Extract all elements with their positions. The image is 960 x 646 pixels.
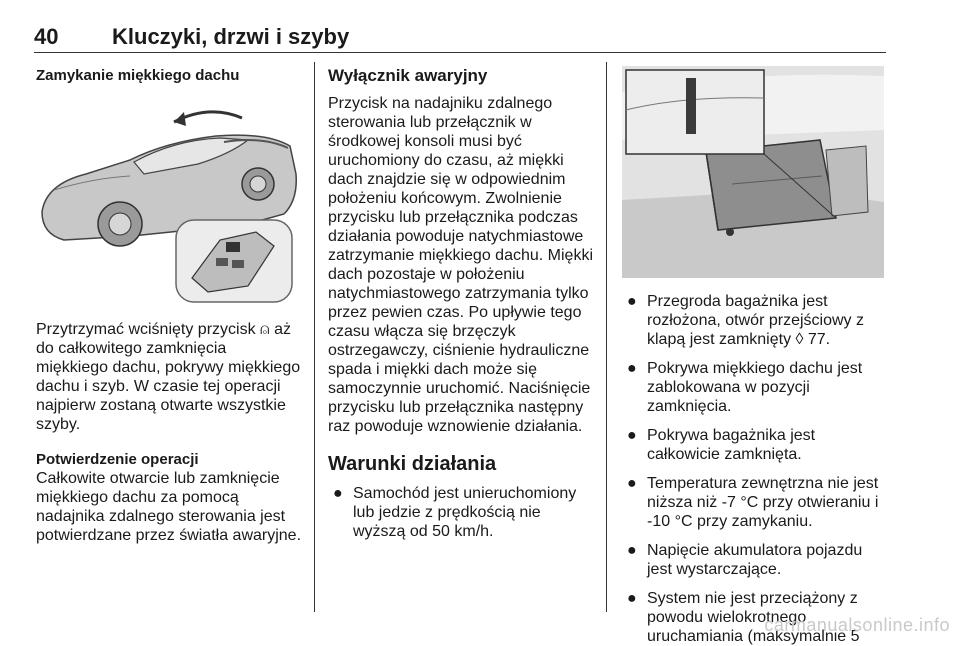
left-para-line: szyby.: [36, 416, 81, 433]
section-title-conditions: Warunki działania: [328, 453, 497, 475]
middle-para-line: zatrzymanie miękkiego dachu. Miękki: [328, 247, 593, 264]
bullet-dot: ●: [333, 485, 343, 502]
bullet-dot: ●: [627, 360, 637, 377]
left-body: [36, 320, 306, 545]
middle-para-line: samoczynnie uruchomić. Naciśnięcie: [328, 380, 591, 397]
bullet-line: Samochód jest unieruchomiony: [353, 485, 577, 502]
column-divider-1: [314, 62, 315, 612]
middle-heading: Wyłącznik awaryjny: [328, 66, 488, 85]
left-para-line: do całkowitego zamknięcia: [36, 340, 227, 357]
page-header: [34, 24, 886, 54]
left-confirm-line: miękkiego dachu za pomocą: [36, 489, 239, 506]
convertible-car-with-key-fob-icon: [34, 92, 298, 306]
middle-para-line: położeniu końcowym. Zwolnienie: [328, 190, 562, 207]
middle-para-line: Przycisk na nadajniku zdalnego: [328, 95, 553, 112]
bullet-line: -10 °C przy zamykaniu.: [647, 513, 813, 530]
bullet-line: powodu wielokrotnego: [647, 609, 807, 626]
left-para-line: najpierw zostaną otwarte wszystkie: [36, 397, 286, 414]
watermark: carmanualsonline.info: [764, 615, 950, 635]
middle-para-line: działania powoduje natychmiastowe: [328, 228, 584, 245]
bullet-line: uruchamiania (maksymalnie 5: [647, 628, 860, 645]
middle-para-line: dach pozostaje w położeniu: [328, 266, 525, 283]
left-para-line: Przytrzymać wciśnięty przycisk ⍝ aż: [36, 321, 291, 338]
bullet-line: jest wystarczające.: [647, 561, 782, 578]
condition-bullet: [622, 359, 888, 416]
bullet-line: rozłożona, otwór przejściowy z: [647, 312, 864, 329]
middle-para-line: ostrzegawczy, ciśnienie hydrauliczne: [328, 342, 590, 359]
condition-bullet: [622, 426, 888, 464]
left-confirm-line: potwierdzane przez światła awaryjne.: [36, 527, 302, 544]
left-column: [36, 66, 304, 85]
middle-para-line: uruchomiony do czasu, aż miękki: [328, 152, 564, 169]
bullet-dot: ●: [627, 293, 637, 310]
bullet-line: klapą jest zamknięty ◊ 77.: [647, 331, 831, 348]
left-para-line: dachu i szyb. W czasie tej operacji: [36, 378, 281, 395]
middle-para-line: spada i miękki dach może się: [328, 361, 537, 378]
bullet-line: zablokowana w pozycji: [647, 379, 810, 396]
right-column: [622, 292, 888, 646]
middle-para-line: czasu włącza się brzęczyk: [328, 323, 516, 340]
bullet-line: niższa niż -7 °C przy otwieraniu i: [647, 494, 879, 511]
condition-bullet: [328, 484, 598, 541]
bullet-line: wyższą od 50 km/h.: [353, 523, 494, 540]
bullet-line: zamknięcia.: [647, 398, 732, 415]
bullet-line: System nie jest przeciążony z: [647, 590, 858, 607]
middle-column: [328, 66, 598, 541]
left-subheading: Potwierdzenie operacji: [36, 451, 199, 468]
middle-para-line: dach znajdzie się w odpowiednim: [328, 171, 566, 188]
column-divider-2: [606, 62, 607, 612]
bullet-line: Pokrywa bagażnika jest: [647, 427, 816, 444]
middle-para-line: przez pewien czas. Po upływie tego: [328, 304, 582, 321]
bullet-line: całkowicie zamknięta.: [647, 446, 802, 463]
left-heading: Zamykanie miękkiego dachu: [36, 67, 240, 84]
left-confirm-line: Całkowite otwarcie lub zamknięcie: [36, 470, 280, 487]
middle-para-line: natychmiastowego zatrzymania tylko: [328, 285, 589, 302]
luggage-compartment-partition-icon: [622, 66, 884, 278]
bullet-dot: ●: [627, 542, 637, 559]
condition-bullet: [622, 541, 888, 579]
bullet-dot: ●: [627, 590, 637, 607]
middle-para-line: raz powoduje wznowienie działania.: [328, 418, 583, 435]
bullet-line: Temperatura zewnętrzna nie jest: [647, 475, 879, 492]
middle-para-line: sterowania lub przełącznik w: [328, 114, 532, 131]
bullet-line: Pokrywa miękkiego dachu jest: [647, 360, 863, 377]
middle-para-line: przycisku lub przełącznika następny: [328, 399, 584, 416]
page-number: 40: [34, 24, 59, 49]
bullet-line: Przegroda bagażnika jest: [647, 293, 828, 310]
bullet-dot: ●: [627, 427, 637, 444]
middle-para-line: środkowej konsoli musi być: [328, 133, 522, 150]
condition-bullet: [622, 292, 888, 349]
left-confirm-line: nadajnika zdalnego sterowania jest: [36, 508, 286, 525]
bullet-line: Napięcie akumulatora pojazdu: [647, 542, 863, 559]
condition-bullet: [622, 474, 888, 531]
middle-para-line: przycisku lub przełącznika podczas: [328, 209, 578, 226]
bullet-dot: ●: [627, 475, 637, 492]
bullet-line: lub jedzie z prędkością nie: [353, 504, 541, 521]
left-para-line: miękkiego dachu, pokrywy miękkiego: [36, 359, 301, 376]
header-rule: [34, 52, 886, 53]
chapter-title: Kluczyki, drzwi i szyby: [112, 24, 350, 49]
